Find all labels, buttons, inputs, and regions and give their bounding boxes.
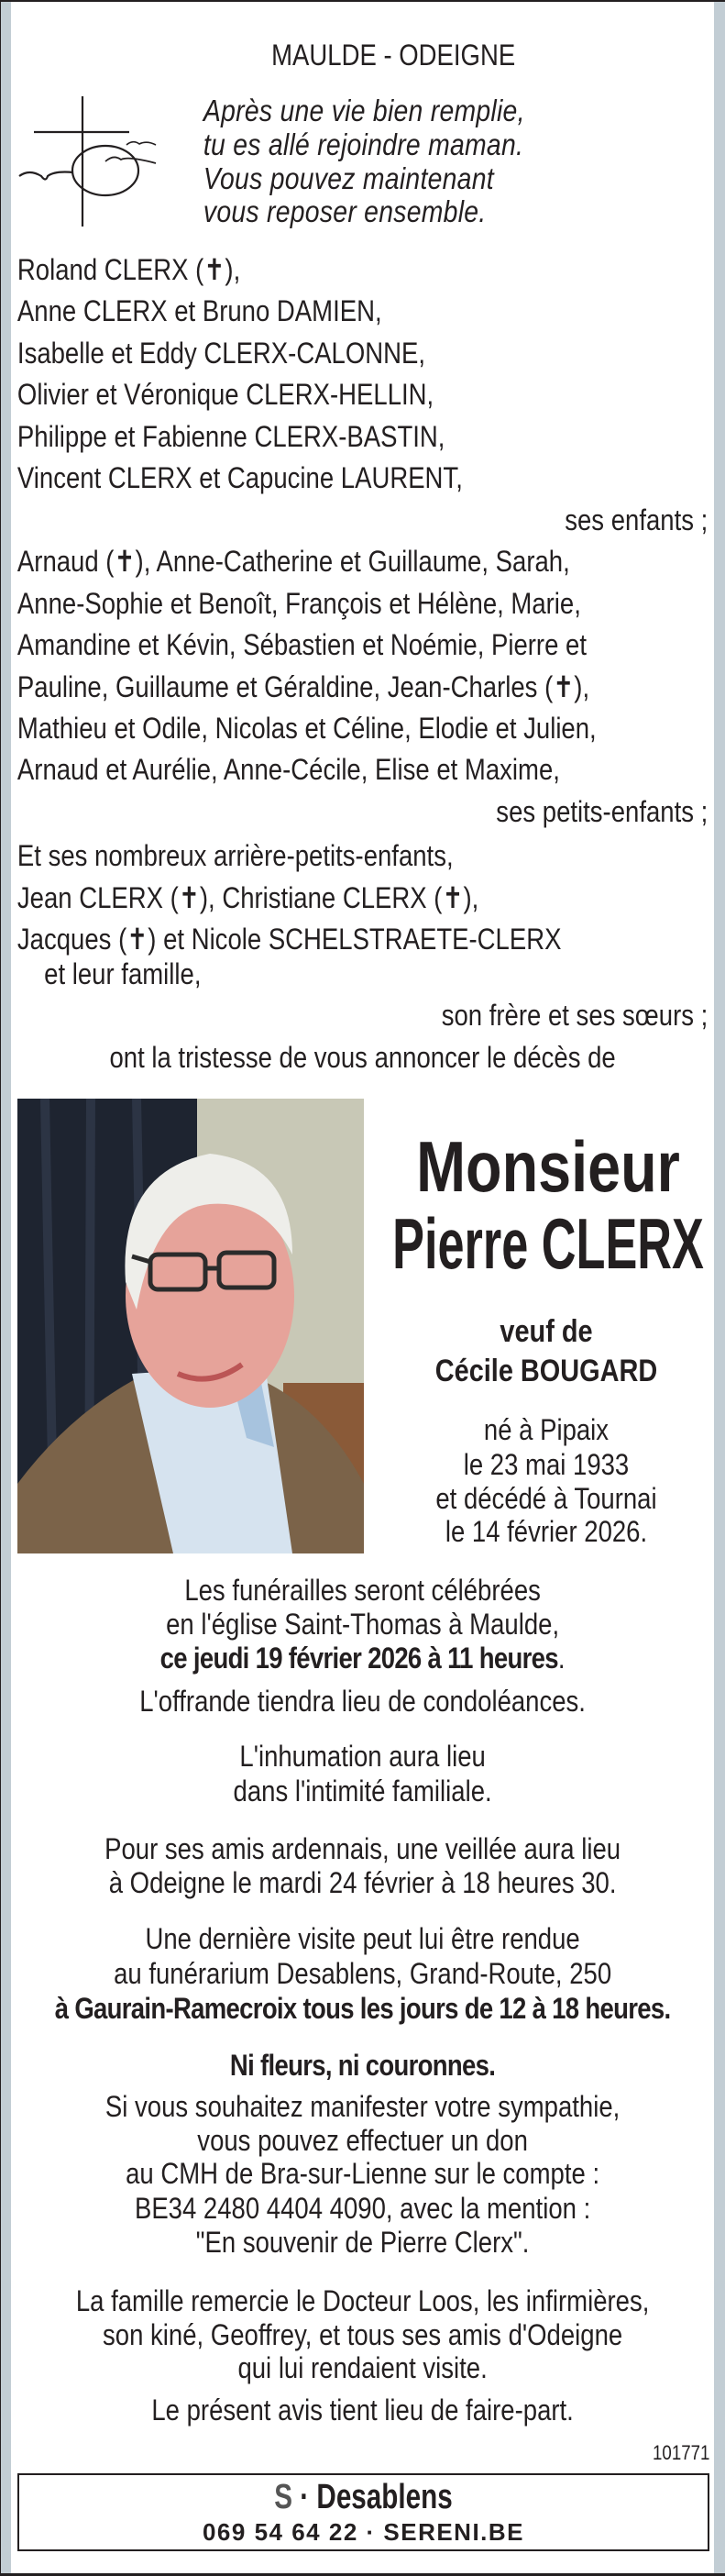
family-child: Isabelle et Eddy CLERX-CALONNE, bbox=[16, 337, 426, 370]
poem-line: Après une vie bien remplie, bbox=[203, 94, 525, 127]
poem-line: vous reposer ensemble. bbox=[203, 194, 487, 228]
logo-separator: · bbox=[300, 2478, 310, 2516]
donation-line: Si vous souhaitez manifester votre sympathie, bbox=[104, 2090, 621, 2123]
funeral-home-name bbox=[95, 2479, 632, 2515]
siblings-family: et leur famille, bbox=[44, 957, 202, 990]
family-grandchildren: Arnaud et Aurélie, Anne-Cécile, Elise et Maxime, bbox=[16, 753, 560, 786]
family-sibling: Jacques (✝) et Nicole SCHELSTRAETE-CLERX bbox=[16, 923, 562, 956]
logo-letter: S bbox=[274, 2478, 293, 2516]
spouse-name: Cécile BOUGARD bbox=[434, 1354, 658, 1388]
siblings-label: son frère et ses sœurs ; bbox=[441, 999, 709, 1032]
great-grandchildren: Et ses nombreux arrière-petits-enfants, bbox=[16, 839, 454, 872]
burial-line: dans l'intimité familiale. bbox=[233, 1774, 492, 1808]
visit-line: Une dernière visite peut lui être rendue bbox=[145, 1922, 580, 1955]
no-flowers: Ni fleurs, ni couronnes. bbox=[229, 2049, 496, 2082]
notice-line: Le présent avis tient lieu de faire-part. bbox=[151, 2394, 574, 2427]
family-child: Philippe et Fabienne CLERX-BASTIN, bbox=[16, 420, 445, 453]
location-header: MAULDE - ODEIGNE bbox=[271, 39, 516, 72]
announcement: ont la tristesse de vous annoncer le décès de bbox=[109, 1041, 616, 1074]
funeral-home-contact: 069 54 64 22 · SERENI.BE bbox=[202, 2518, 525, 2546]
family-child: Olivier et Véronique CLERX-HELLIN, bbox=[16, 378, 434, 411]
donation-line: vous pouvez effectuer un don bbox=[197, 2124, 528, 2157]
family-grandchildren: Amandine et Kévin, Sébastien et Noémie, Pierre et bbox=[16, 628, 587, 661]
visit-line: au funérarium Desablens, Grand-Route, 250 bbox=[114, 1957, 612, 1990]
vigil-line: Pour ses amis ardennais, une veillée aura lieu bbox=[104, 1832, 621, 1865]
funeral-date-suffix: . bbox=[557, 1642, 566, 1675]
family-grandchildren: Arnaud (✝), Anne-Catherine et Guillaume, Sarah, bbox=[16, 545, 570, 578]
funeral-line: en l'église Saint-Thomas à Maulde, bbox=[166, 1608, 560, 1641]
family-grandchildren: Pauline, Guillaume et Géraldine, Jean-Charles (✝), bbox=[16, 670, 590, 703]
thanks-line: son kiné, Geoffrey, et tous ses amis d'Odeigne bbox=[103, 2318, 623, 2351]
funeral-date-bold: ce jeudi 19 février 2026 à 11 heures bbox=[159, 1642, 558, 1675]
widower-label: veuf de bbox=[500, 1314, 593, 1349]
logo-name-text: Desablens bbox=[316, 2478, 453, 2516]
donation-mention: "En souvenir de Pierre Clerx". bbox=[195, 2226, 530, 2259]
family-grandchildren: Anne-Sophie et Benoît, François et Hélène, Marie, bbox=[16, 587, 581, 620]
donation-line: au CMH de Bra-sur-Lienne sur le compte : bbox=[126, 2157, 600, 2190]
funeral-line: Les funérailles seront célébrées bbox=[184, 1574, 541, 1607]
death-place: et décédé à Tournai bbox=[435, 1482, 657, 1515]
offering-note: L'offrande tiendra lieu de condoléances. bbox=[139, 1685, 586, 1718]
birth-place: né à Pipaix bbox=[483, 1413, 610, 1446]
death-date: le 14 février 2026. bbox=[445, 1515, 648, 1548]
reference-number: 101771 bbox=[652, 2441, 709, 2464]
family-child: Vincent CLERX et Capucine LAURENT, bbox=[16, 461, 463, 494]
family-sibling: Jean CLERX (✝), Christiane CLERX (✝), bbox=[16, 881, 479, 914]
poem-line: Vous pouvez maintenant bbox=[203, 161, 494, 195]
vigil-line: à Odeigne le mardi 24 février à 18 heures 30. bbox=[108, 1866, 617, 1899]
family-grandchildren: Mathieu et Odile, Nicolas et Céline, Elodie et Julien, bbox=[16, 712, 597, 745]
deceased-title: Monsieur bbox=[416, 1126, 680, 1207]
family-child: Anne CLERX et Bruno DAMIEN, bbox=[16, 294, 382, 327]
poem-line: tu es allé rejoindre maman. bbox=[203, 127, 524, 161]
funeral-home-logo-box bbox=[17, 2473, 709, 2551]
grandchildren-label: ses petits-enfants ; bbox=[496, 795, 709, 828]
deceased-name: Pierre CLERX bbox=[392, 1203, 704, 1284]
birth-date: le 23 mai 1933 bbox=[463, 1448, 630, 1481]
burial-line: L'inhumation aura lieu bbox=[239, 1740, 486, 1773]
visit-hours: à Gaurain-Ramecroix tous les jours de 12 à 18 heures. bbox=[54, 1992, 671, 2025]
thanks-line: La famille remercie le Docteur Loos, les infirmières, bbox=[75, 2284, 650, 2317]
children-label: ses enfants ; bbox=[565, 503, 709, 536]
funeral-date bbox=[0, 1643, 725, 1673]
family-child: Roland CLERX (✝), bbox=[16, 253, 241, 286]
thanks-line: qui lui rendaient visite. bbox=[237, 2351, 488, 2384]
donation-account: BE34 2480 4404 4090, avec la mention : bbox=[134, 2192, 591, 2225]
